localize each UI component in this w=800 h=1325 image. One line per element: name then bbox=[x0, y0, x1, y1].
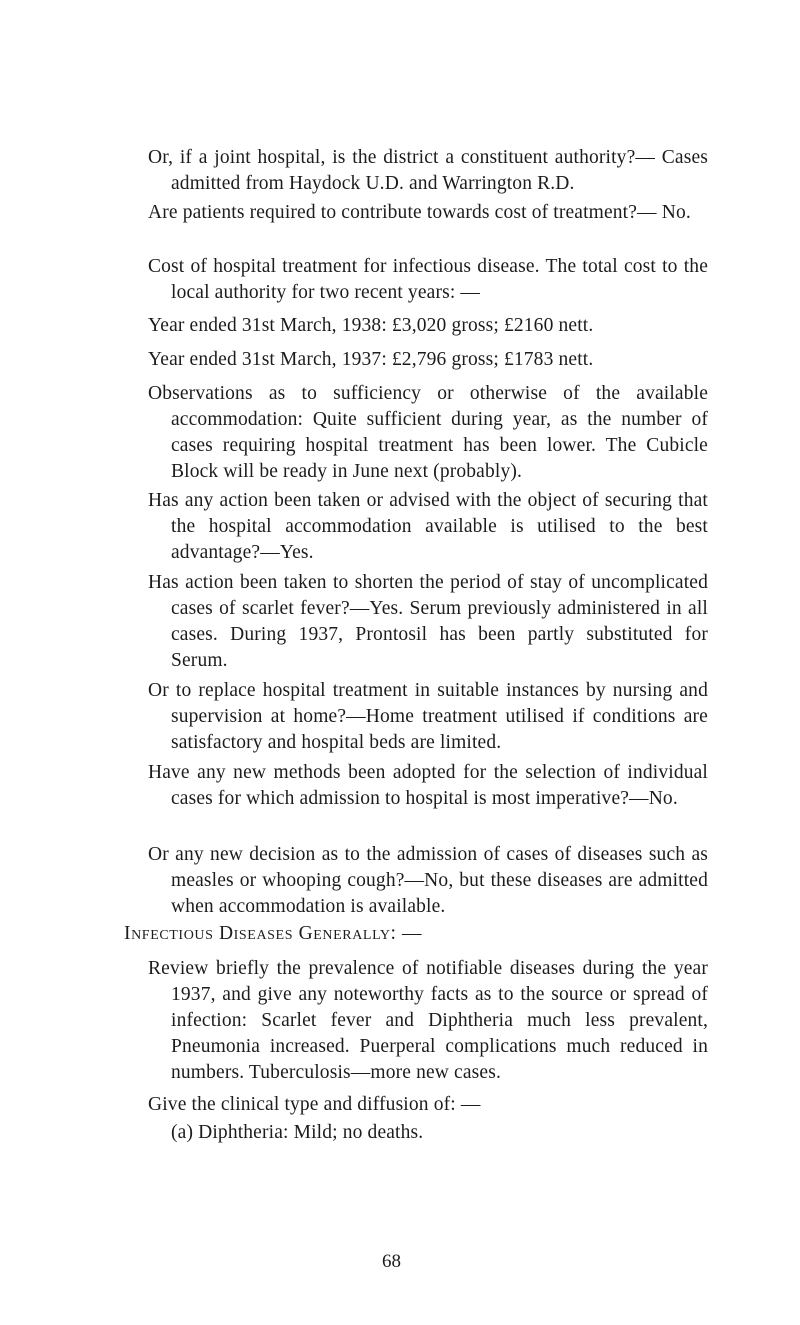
paragraph-year-1937 bbox=[148, 347, 708, 373]
paragraph-text: Review briefly the prevalence of notifiable diseases during the year 1937, and give any noteworthy facts as to the source or spread of infection: Scarlet fever and Diphtheria much less prevalent, Pneumonia increased. Puerperal complications much reduced in numbers. Tuberculosis—more new cases. bbox=[148, 958, 708, 1083]
paragraph-text: Give the clinical type and diffusion of: — bbox=[148, 1094, 481, 1115]
section-heading bbox=[124, 921, 708, 947]
paragraph-home-treatment bbox=[148, 678, 708, 756]
heading-infectious-diseases: Infectious Diseases Generally: — bbox=[124, 923, 423, 944]
paragraph-year-1938 bbox=[148, 313, 708, 339]
paragraph-joint-hospital bbox=[148, 145, 708, 197]
paragraph-text: Or to replace hospital treatment in suitable instances by nursing and supervision at home?—Home treatment utilised if conditions are satisfactory and hospital beds are limited. bbox=[148, 680, 708, 753]
paragraph-clinical-type bbox=[148, 1092, 708, 1118]
paragraph-text: Observations as to sufficiency or otherwise of the available accommodation: Quite sufficient during year, as the number of cases requiring hospital treatment has been lower. The Cubicle Block will be ready in June next (probably). bbox=[148, 383, 708, 482]
paragraph-text: Have any new methods been adopted for the selection of individual cases for which admission to hospital is most imperative?—No. bbox=[148, 762, 708, 809]
paragraph-text: Has action been taken to shorten the period of stay of uncomplicated cases of scarlet fever?—Yes. Serum previously administered in all cases. During 1937, Prontosil has been partly substituted for Serum. bbox=[148, 572, 708, 671]
paragraph-scarlet-fever bbox=[148, 570, 708, 674]
paragraph-diphtheria bbox=[148, 1120, 708, 1146]
paragraph-action-advised bbox=[148, 488, 708, 566]
paragraph-observations bbox=[148, 381, 708, 485]
paragraph-text: (a) Diphtheria: Mild; no deaths. bbox=[171, 1122, 424, 1143]
paragraph-text: Year ended 31st March, 1937: £2,796 gross; £1783 nett. bbox=[148, 349, 594, 370]
paragraph-text: Cost of hospital treatment for infectious disease. The total cost to the local authority for two recent years: — bbox=[148, 256, 708, 303]
paragraph-measles bbox=[148, 842, 708, 920]
paragraph-text: Or, if a joint hospital, is the district a constituent authority?— Cases admitted from Haydock U.D. and Warrington R.D. bbox=[148, 147, 708, 194]
paragraph-text: Are patients required to contribute towards cost of treatment?— No. bbox=[148, 202, 691, 223]
paragraph-text: Has any action been taken or advised with the object of securing that the hospital accommodation available is utilised to the best advantage?—Yes. bbox=[148, 490, 708, 563]
paragraph-cost-hospital bbox=[148, 254, 708, 306]
paragraph-text: Year ended 31st March, 1938: £3,020 gross; £2160 nett. bbox=[148, 315, 594, 336]
paragraph-review-prevalence bbox=[148, 956, 708, 1086]
paragraph-text: Or any new decision as to the admission of cases of diseases such as measles or whooping cough?—No, but these diseases are admitted when accommodation is available. bbox=[148, 844, 708, 917]
paragraph-patients-contribute bbox=[148, 200, 708, 226]
page-number: 68 bbox=[382, 1251, 401, 1272]
paragraph-new-methods bbox=[148, 760, 708, 812]
